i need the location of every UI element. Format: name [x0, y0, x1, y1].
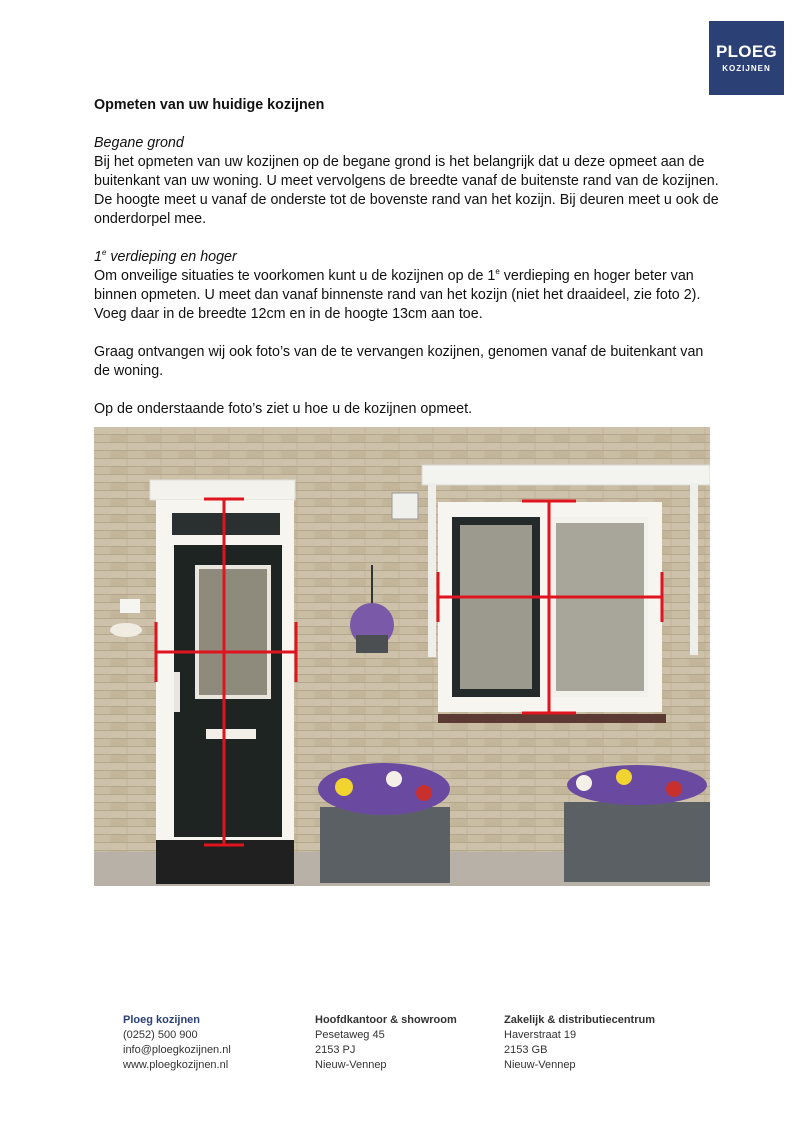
awning-arm-right	[690, 483, 698, 655]
door-canopy	[150, 480, 295, 500]
footer-email[interactable]: info@ploegkozijnen.nl	[123, 1044, 231, 1056]
footer-distribution-street: Haverstraat 19	[504, 1029, 577, 1041]
planter-right	[564, 802, 710, 882]
section-heading-verdieping: 1e verdieping en hoger	[94, 248, 237, 265]
awning-arm-left	[428, 483, 436, 657]
ploeg-logo	[709, 21, 784, 95]
window-sill	[438, 714, 666, 723]
logo-subtitle: KOZIJNEN	[722, 64, 771, 73]
footer-company	[123, 1013, 231, 1073]
footer-company-name: Ploeg kozijnen	[123, 1014, 201, 1026]
footer-headoffice-city: Nieuw-Vennep	[315, 1059, 387, 1071]
door-glass	[197, 567, 269, 697]
paragraph-below: Op de onderstaande foto’s ziet u hoe u de kozijnen opmeet.	[94, 401, 473, 417]
window-glass-right	[556, 523, 644, 691]
footer-distribution	[504, 1013, 655, 1073]
window-glass-left	[460, 525, 532, 689]
door-handle	[174, 672, 180, 712]
house-facade-photo	[94, 427, 710, 886]
footer-headoffice-street: Pesetaweg 45	[315, 1029, 385, 1041]
document-title: Opmeten van uw huidige kozijnen	[94, 97, 325, 113]
footer-headoffice-postcode: 2153 PJ	[315, 1044, 356, 1056]
footer-headoffice	[315, 1013, 457, 1073]
window-awning	[422, 465, 710, 485]
footer-headoffice-title: Hoofdkantoor & showroom	[315, 1014, 457, 1026]
paragraph-photos: Graag ontvangen wij ook foto’s van de te vervangen kozijnen, genomen vanaf de buitenkant van de woning.	[94, 344, 704, 379]
transom-window	[172, 513, 280, 535]
footer-distribution-postcode: 2153 GB	[504, 1044, 548, 1056]
name-plate	[110, 623, 142, 637]
letterbox	[206, 729, 256, 739]
logo-wordmark: PLOEG	[715, 42, 777, 61]
doormat	[156, 840, 294, 884]
footer-distribution-title: Zakelijk & distributiecentrum	[504, 1014, 655, 1026]
footer-phone[interactable]: (0252) 500 900	[123, 1029, 198, 1041]
footer-distribution-city: Nieuw-Vennep	[504, 1059, 576, 1071]
section-heading-begane-grond: Begane grond	[94, 135, 184, 151]
section-text-begane-grond: Bij het opmeten van uw kozijnen op de begane grond is het belangrijk dat u deze opmeet aan de buitenkant van uw woning. U meet vervolgens de breedte vanaf de buitenste rand van de kozijnen. De hoogte meet u vanaf de onderste tot de bovenste rand van het kozijn. Bij deuren meet u ook de onderdorpel mee.	[94, 154, 719, 227]
footer-website[interactable]: www.ploegkozijnen.nl	[123, 1059, 229, 1071]
hanging-basket	[356, 635, 388, 653]
planter-left	[320, 807, 450, 883]
document-body	[94, 96, 719, 419]
house-number-plate	[120, 599, 140, 613]
wall-light	[392, 493, 418, 519]
section-text-verdieping: Om onveilige situaties te voorkomen kunt u de kozijnen op de 1e verdieping en hoger beter van binnen opmeten. U meet dan vanaf binnenste rand van het kozijn (niet het draaideel, zie foto 2). Voeg daar in de breedte 12cm en in de hoogte 13cm aan toe.	[94, 267, 701, 322]
